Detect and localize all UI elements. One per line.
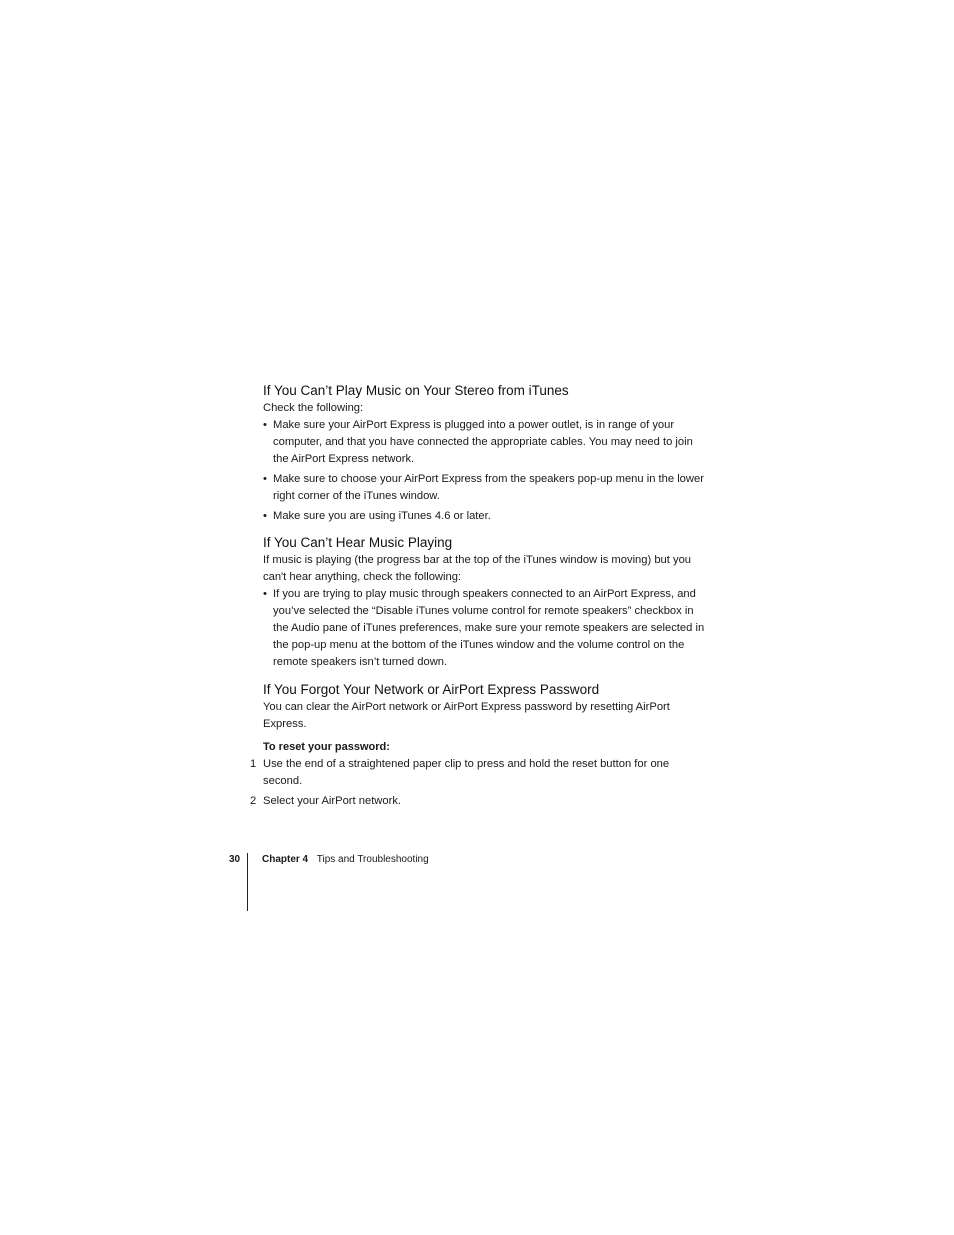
list-item-text: Make sure you are using iTunes 4.6 or later. [273, 510, 491, 522]
footer-divider [247, 853, 248, 911]
step-number: 1 [250, 758, 257, 770]
bullet-icon: • [263, 419, 267, 431]
step-text: Select your AirPort network. [263, 795, 402, 807]
step-number: 2 [250, 795, 257, 807]
page-footer [0, 853, 954, 913]
page-number: 30 [229, 854, 241, 865]
page-content [250, 382, 708, 813]
list-item-text: Make sure your AirPort Express is plugged into a power outlet, is in range of your computer, and that you have connected the appropriate cables. You may need to join the AirPort Express network. [273, 419, 693, 465]
section-stereo [263, 382, 708, 525]
bullet-list [263, 586, 708, 671]
bullet-icon: • [263, 510, 267, 522]
section-password [250, 681, 708, 810]
list-item [263, 508, 708, 525]
chapter-info [262, 853, 429, 867]
step-item [250, 756, 708, 790]
section-hear-music [263, 534, 708, 671]
step-list [250, 756, 708, 810]
section-heading: If You Can’t Hear Music Playing [263, 535, 453, 550]
chapter-title: Tips and Troubleshooting [316, 854, 429, 865]
list-item [263, 417, 708, 468]
section-intro: You can clear the AirPort network or AirPort Express password by resetting AirPort Express. [263, 701, 670, 730]
list-item [263, 471, 708, 505]
chapter-label: Chapter 4 [262, 854, 309, 865]
section-intro: If music is playing (the progress bar at the top of the iTunes window is moving) but you can't hear anything, check the following: [263, 554, 692, 583]
bullet-icon: • [263, 588, 267, 600]
list-item [263, 586, 708, 671]
list-item-text: If you are trying to play music through speakers connected to an AirPort Express, and you’ve selected the “Disable iTunes volume control for remote speakers” checkbox in the Audio pane of iTunes preferences, make sure your remote speakers are selected in the pop-up menu at the bottom of the iTunes window and the volume control on the remote speakers isn’t turned down. [273, 588, 705, 668]
procedure-subhead: To reset your password: [263, 741, 390, 753]
step-item [250, 793, 708, 810]
section-heading: If You Forgot Your Network or AirPort Express Password [263, 682, 600, 697]
bullet-icon: • [263, 473, 267, 485]
bullet-list [263, 417, 708, 525]
section-intro: Check the following: [263, 402, 364, 414]
step-text: Use the end of a straightened paper clip to press and hold the reset button for one second. [263, 758, 670, 787]
list-item-text: Make sure to choose your AirPort Express from the speakers pop-up menu in the lower right corner of the iTunes window. [273, 473, 704, 502]
section-heading: If You Can’t Play Music on Your Stereo from iTunes [263, 383, 569, 398]
